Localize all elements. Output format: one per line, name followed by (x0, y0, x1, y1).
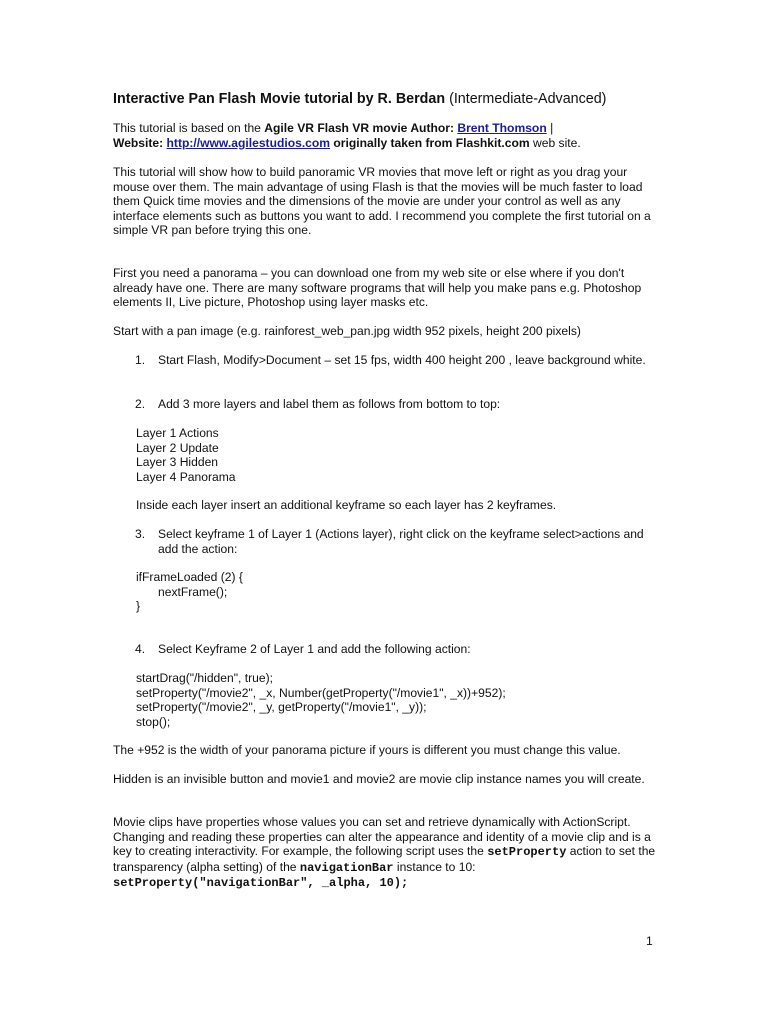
movie-clip-paragraph (113, 815, 658, 891)
intro-text: This tutorial is based on the (113, 121, 265, 135)
code-line: } (136, 599, 141, 613)
website-tail: web site. (529, 135, 581, 150)
code-line: stop(); (136, 714, 171, 729)
code-block-2 (136, 671, 656, 729)
width-note: The +952 is the width of your panorama picture if yours is different you must change this value. (113, 743, 621, 757)
overview-paragraph: This tutorial will show how to build panoramic VR movies that move left or right as you drag your mouse over them. The main advantage of using Flash is that the movies will be much faster to load them Quick time movies and the dimensions of the movie are under your control as well as any interface elements such as buttons you want to add. I recommend you complete the first tutorial on a simple VR pan before trying this one. (113, 165, 651, 237)
panorama-paragraph: First you need a panorama – you can download one from my web site or else where if you don't already have one. There are many software programs that will help you make pans e.g. Photoshop elements II, Live picture, Photoshop using layer masks etc. (113, 266, 642, 309)
code-line: setProperty("navigationBar", _alpha, 10); (113, 876, 409, 890)
movie-clip-text: action to set the transparency (alpha setting) of the (113, 844, 656, 874)
layer-item: Layer 4 Panorama (136, 469, 236, 484)
hidden-note: Hidden is an invisible button and movie1 and movie2 are movie clip instance names you will create. (113, 772, 645, 786)
step-text: Add 3 more layers and label them as follows from bottom to top: (158, 397, 501, 411)
step-number: 2. (135, 397, 146, 411)
movie-clip-text: Movie clips have properties whose values you can set and retrieve dynamically with ActionScript. Changing and reading these properties can alter the appearance and identity of a movie clip and is a key to creating interactivity. For example, the following script uses the (113, 815, 651, 858)
code-line: ifFrameLoaded (2) { (136, 570, 243, 584)
step-number: 4. (135, 642, 146, 656)
step-number: 3. (135, 527, 146, 541)
inline-code: navigationBar (299, 860, 394, 875)
intro-bold: Agile VR Flash VR movie Author: (264, 121, 458, 135)
title-bold: Interactive Pan Flash Movie tutorial by R. Berdan (113, 91, 446, 107)
step-text: Select keyframe 1 of Layer 1 (Actions layer), right click on the keyframe select>actions and add the action: (158, 527, 644, 556)
code-line: nextFrame(); (158, 584, 228, 599)
start-paragraph: Start with a pan image (e.g. rainforest_web_pan.jpg width 952 pixels, height 200 pixels) (113, 324, 581, 338)
document-title (113, 90, 658, 108)
step-text: Select Keyframe 2 of Layer 1 and add the following action: (158, 642, 471, 656)
step-number: 1. (135, 353, 146, 367)
website-source: originally taken from Flashkit.com (330, 135, 530, 150)
layer-item: Layer 2 Update (136, 440, 219, 455)
movie-clip-text: instance to 10: (393, 859, 476, 874)
code-line: setProperty("/movie2", _y, getProperty("/movie1", _y)); (136, 700, 427, 714)
page-number: 1 (646, 934, 653, 948)
layer-item: Layer 1 Actions (136, 426, 219, 440)
code-line: startDrag("/hidden", true); (136, 671, 273, 685)
website-link[interactable]: http://www.agilestudios.com (166, 135, 331, 150)
keyframe-note: Inside each layer insert an additional keyframe so each layer has 2 keyframes. (136, 498, 557, 512)
website-label: Website: (113, 135, 167, 150)
intro-paragraph (113, 121, 658, 150)
intro-pipe: | (546, 121, 554, 135)
step-text: Start Flash, Modify>Document – set 15 fps, width 400 height 200 , leave background white. (158, 353, 646, 367)
title-level: (Intermediate-Advanced) (445, 91, 607, 107)
layer-item: Layer 3 Hidden (136, 455, 219, 469)
code-block-1 (136, 570, 656, 614)
code-line: setProperty("/movie2", _x, Number(getProperty("/movie1", _x))+952); (136, 685, 506, 700)
layer-list (136, 426, 656, 484)
author-link[interactable]: Brent Thomson (457, 121, 547, 135)
inline-code: setProperty (487, 845, 567, 859)
